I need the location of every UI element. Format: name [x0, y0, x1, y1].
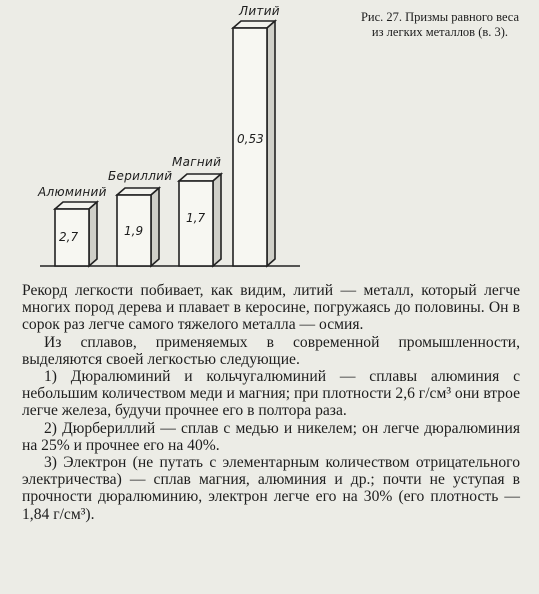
paragraph: 1) Дюралюминий и кольчугалюминий — сплавы алюминия с небольшим количеством меди и магния; при плотности 2,6 г/см³ они втрое легче железа, будучи прочнее его в полтора раза.: [22, 368, 520, 420]
prism-label-beryllium: Бериллий: [108, 169, 173, 183]
prism-value-aluminium: 2,7: [59, 230, 79, 244]
paragraph: 2) Дюрбериллий — сплав с медью и никелем; он легче дюралюминия на 25% и прочнее его на 40%.: [22, 419, 520, 454]
body-text: [22, 282, 520, 523]
prism-label-aluminium: Алюминий: [38, 185, 107, 199]
paragraph: Рекорд легкости побивает, как видим, литий — металл, который легче многих пород дерева и плавает в керосине, погружаясь до половины. Он в сорок раз легче самого тяжелого металла — осмия.: [22, 282, 520, 334]
prism-value-lithium: 0,53: [237, 132, 264, 146]
paragraph: 3) Электрон (не путать с элементарным количеством отрицательного электричества) — сплав магния, алюминия и др.; почти не уступая в прочности дюралюминию, электрон легче его на 30% (его плотность — 1,84 г/см³).: [22, 454, 520, 523]
prism-drawing: [0, 0, 539, 275]
figure-caption: Рис. 27. Призмы равного веса из легких металлов (в. 3).: [360, 10, 520, 39]
prism-value-beryllium: 1,9: [124, 224, 144, 238]
prism-label-lithium: Литий: [239, 4, 280, 18]
prism-value-magnesium: 1,7: [186, 211, 206, 225]
paragraph: Из сплавов, применяемых в современной промышленности, выделяются своей легкостью следующие.: [22, 333, 520, 368]
prism-figure: [0, 0, 539, 275]
prism-label-magnesium: Магний: [172, 155, 222, 169]
